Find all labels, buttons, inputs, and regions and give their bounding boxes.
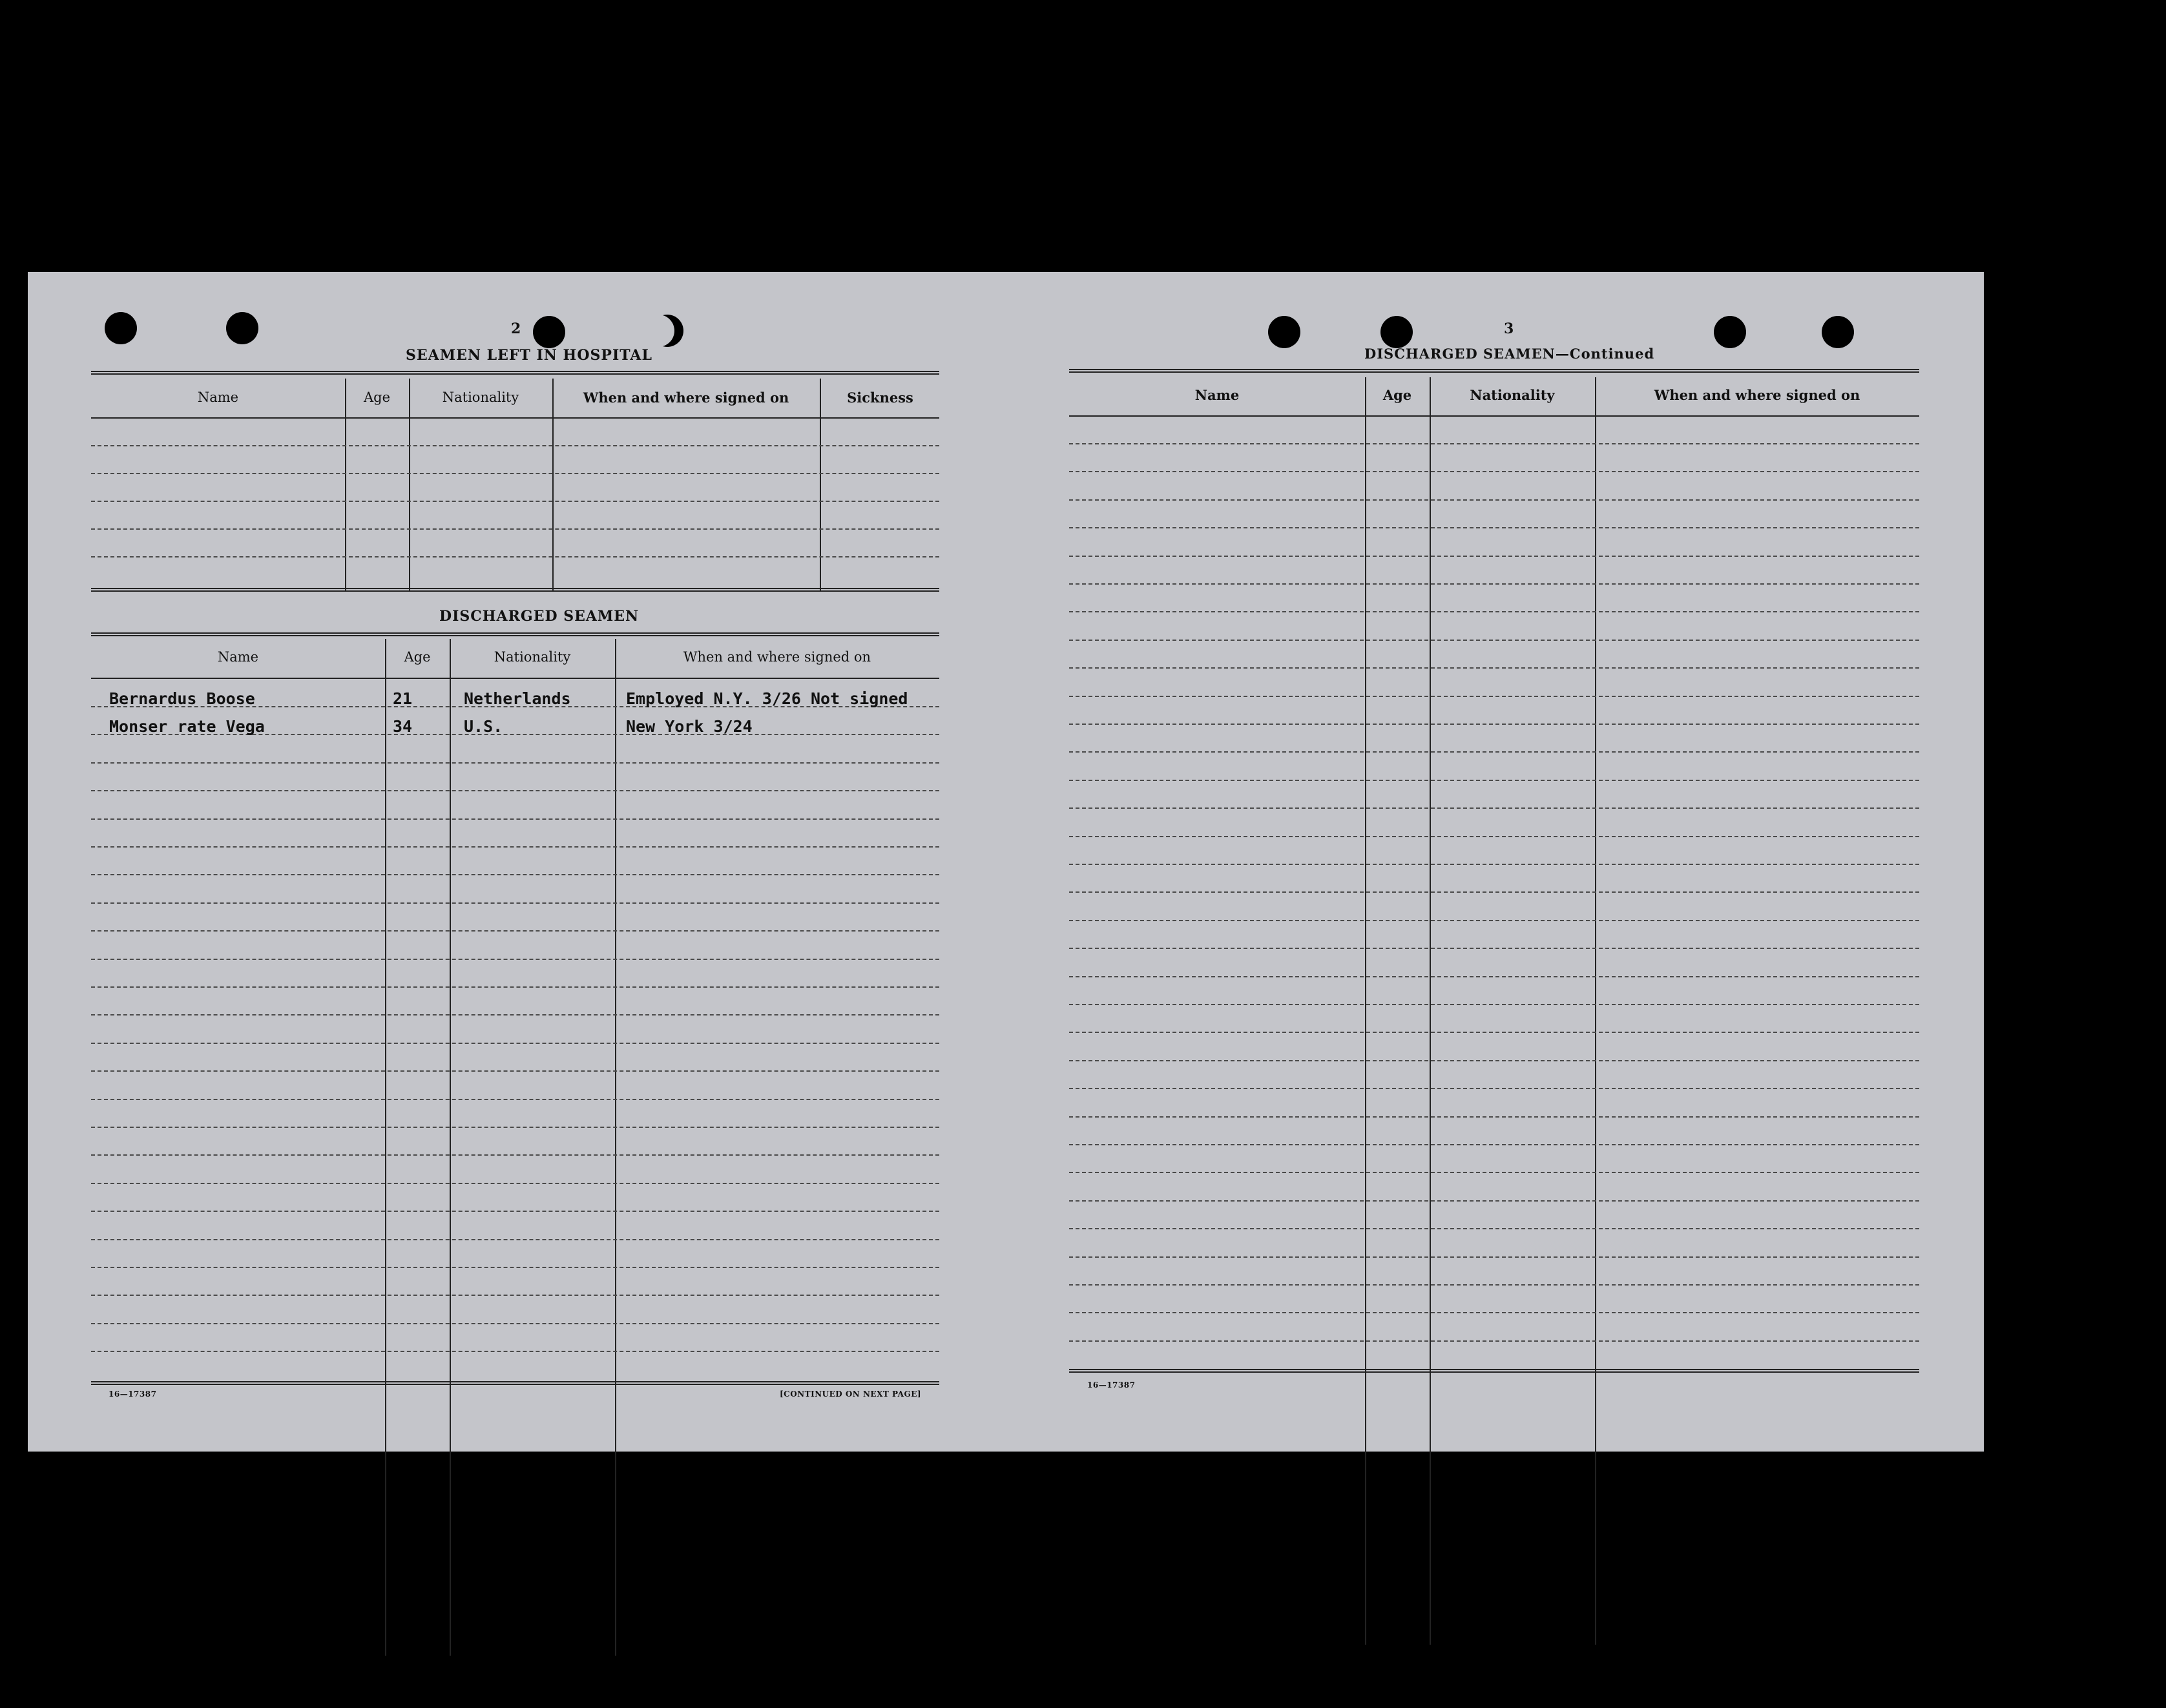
discharged-row-line xyxy=(91,1043,939,1044)
discharged-row-line xyxy=(91,1351,939,1352)
right-row-line xyxy=(1069,1200,1919,1202)
right-row-line xyxy=(1069,1004,1919,1005)
discharged-row-line xyxy=(91,1239,939,1240)
right-row-line xyxy=(1069,724,1919,725)
right-page-title: DISCHARGED SEAMEN—Continued xyxy=(1364,346,1655,362)
hospital-col-divider xyxy=(345,379,346,592)
discharged-row-line xyxy=(91,1323,939,1324)
right-row-line xyxy=(1069,640,1919,641)
discharged-row-2-age: 34 xyxy=(393,717,413,736)
right-col-signed-on: When and where signed on xyxy=(1654,387,1860,403)
hospital-section-title: SEAMEN LEFT IN HOSPITAL xyxy=(406,347,652,364)
hospital-header-rule xyxy=(91,417,939,419)
discharged-top-rule xyxy=(91,632,939,636)
right-row-line xyxy=(1069,1060,1919,1061)
hospital-col-nationality: Nationality xyxy=(442,390,519,405)
punch-hole xyxy=(651,315,683,347)
right-row-line xyxy=(1069,948,1919,949)
discharged-row-line xyxy=(91,1183,939,1184)
right-row-line xyxy=(1069,807,1919,809)
discharged-row-1-age: 21 xyxy=(393,689,413,708)
hospital-col-signed-on: When and where signed on xyxy=(583,390,789,406)
discharged-bottom-rule xyxy=(91,1381,939,1385)
right-row-line xyxy=(1069,556,1919,557)
right-bottom-rule xyxy=(1069,1369,1919,1373)
hospital-col-age: Age xyxy=(363,390,391,405)
discharged-col-divider xyxy=(385,639,386,1656)
discharged-row-line xyxy=(91,1099,939,1100)
discharged-row-line xyxy=(91,790,939,791)
right-row-line xyxy=(1069,920,1919,921)
discharged-row-line xyxy=(91,930,939,932)
continued-note: [CONTINUED ON NEXT PAGE] xyxy=(780,1390,922,1399)
punch-hole xyxy=(226,312,258,344)
right-row-line xyxy=(1069,1032,1919,1033)
discharged-row-line xyxy=(91,986,939,988)
discharged-row-line xyxy=(91,1014,939,1015)
discharged-row-2-signed-on: New York 3/24 xyxy=(626,717,753,736)
discharged-row-line xyxy=(91,1211,939,1212)
right-row-line xyxy=(1069,751,1919,753)
discharged-row-line xyxy=(91,874,939,875)
right-row-line xyxy=(1069,1256,1919,1258)
right-top-rule xyxy=(1069,369,1919,373)
hospital-col-name: Name xyxy=(197,390,239,405)
hospital-col-divider xyxy=(552,379,554,592)
hospital-col-sickness: Sickness xyxy=(847,390,913,406)
hospital-row-line xyxy=(91,445,939,446)
right-row-line xyxy=(1069,583,1919,585)
right-row-line xyxy=(1069,780,1919,781)
right-row-line xyxy=(1069,667,1919,669)
right-col-divider xyxy=(1430,377,1431,1645)
discharged-row-1-name: Bernardus Boose xyxy=(109,689,255,708)
right-row-line xyxy=(1069,1312,1919,1313)
discharged-row-line xyxy=(91,902,939,904)
hospital-row-line xyxy=(91,556,939,557)
discharged-row-1-nationality: Netherlands xyxy=(464,689,571,708)
hospital-row-line xyxy=(91,501,939,502)
discharged-row-2-nationality: U.S. xyxy=(464,717,503,736)
page-number-right: 3 xyxy=(1504,320,1514,337)
discharged-row-line xyxy=(91,1267,939,1268)
right-row-line xyxy=(1069,1340,1919,1342)
discharged-row-line xyxy=(91,1154,939,1156)
discharged-col-signed-on: When and where signed on xyxy=(683,649,871,665)
discharged-row-line xyxy=(91,1070,939,1072)
form-number-left: 16—17387 xyxy=(109,1390,157,1399)
discharged-row-line xyxy=(91,1295,939,1296)
discharged-row-line xyxy=(91,959,939,960)
punch-hole xyxy=(533,316,565,348)
hospital-col-divider xyxy=(409,379,410,592)
right-row-line xyxy=(1069,1144,1919,1145)
right-row-line xyxy=(1069,836,1919,837)
right-row-line xyxy=(1069,1172,1919,1173)
right-row-line xyxy=(1069,976,1919,977)
discharged-row-line xyxy=(91,1127,939,1128)
punch-hole xyxy=(105,312,137,344)
hospital-bottom-rule xyxy=(91,588,939,592)
discharged-section-title: DISCHARGED SEAMEN xyxy=(439,608,640,625)
right-row-line xyxy=(1069,499,1919,501)
right-row-line xyxy=(1069,527,1919,528)
right-row-line xyxy=(1069,891,1919,893)
form-sheet xyxy=(28,272,1984,1452)
hospital-col-divider xyxy=(820,379,821,592)
right-row-line xyxy=(1069,611,1919,612)
right-row-line xyxy=(1069,696,1919,697)
right-col-nationality: Nationality xyxy=(1470,387,1555,403)
right-col-age: Age xyxy=(1382,387,1412,403)
discharged-col-divider xyxy=(450,639,451,1656)
right-col-name: Name xyxy=(1194,387,1240,403)
discharged-row-line xyxy=(91,818,939,820)
right-row-line xyxy=(1069,471,1919,472)
right-row-line xyxy=(1069,1116,1919,1118)
discharged-header-rule xyxy=(91,678,939,679)
discharged-col-divider xyxy=(615,639,616,1656)
right-header-rule xyxy=(1069,415,1919,417)
hospital-top-rule xyxy=(91,371,939,375)
punch-hole xyxy=(1380,316,1413,348)
right-row-line xyxy=(1069,443,1919,444)
punch-hole xyxy=(1714,316,1746,348)
discharged-col-age: Age xyxy=(404,649,431,665)
discharged-row-1-signed-on: Employed N.Y. 3/26 Not signed xyxy=(626,689,908,708)
punch-hole xyxy=(1268,316,1300,348)
discharged-row-line xyxy=(91,762,939,764)
hospital-row-line xyxy=(91,473,939,474)
right-row-line xyxy=(1069,1284,1919,1286)
form-number-right: 16—17387 xyxy=(1087,1380,1136,1390)
hospital-row-line xyxy=(91,528,939,530)
right-col-divider xyxy=(1365,377,1366,1645)
right-row-line xyxy=(1069,1228,1919,1229)
page-number-left: 2 xyxy=(511,320,521,337)
right-row-line xyxy=(1069,1088,1919,1089)
discharged-col-nationality: Nationality xyxy=(494,649,571,665)
discharged-col-name: Name xyxy=(217,649,259,665)
discharged-row-2-name: Monser rate Vega xyxy=(109,717,265,736)
right-row-line xyxy=(1069,864,1919,865)
punch-hole xyxy=(1822,316,1854,348)
right-col-divider xyxy=(1595,377,1596,1645)
discharged-row-line xyxy=(91,846,939,848)
